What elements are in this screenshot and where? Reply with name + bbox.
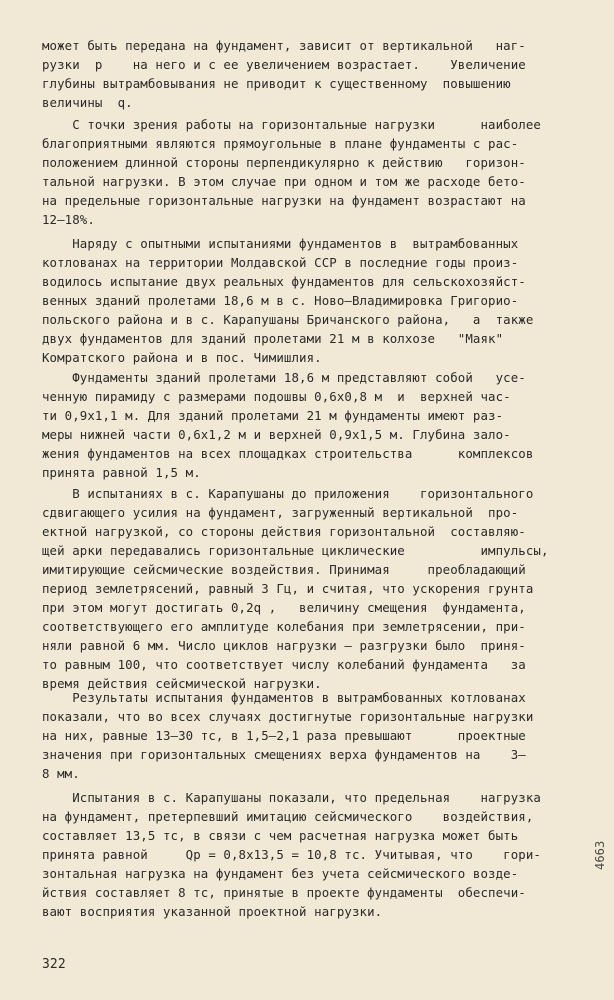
text-line: польского района и в с. Карапушаны Бричанского района, а также	[42, 312, 534, 327]
text-line: няли равной 6 мм. Число циклов нагрузки – разгрузки было приня-	[42, 638, 526, 653]
text-line: В испытаниях в с. Карапушаны до приложения горизонтального	[42, 486, 534, 501]
text-line: период землетрясений, равный 3 Гц, и считая, что ускорения грунта	[42, 581, 534, 596]
text-line: 12–18%.	[42, 212, 95, 227]
text-line: ектной нагрузкой, со стороны действия горизонтальной составляю-	[42, 524, 526, 539]
text-line: котлованах на территории Молдавской ССР в последние годы произ-	[42, 255, 519, 270]
text-line: принята равной Qp = 0,8х13,5 = 10,8 тс. Учитывая, что гори-	[42, 847, 541, 862]
text-line: сдвигающего усилия на фундамент, загруженный вертикальной про-	[42, 505, 519, 520]
text-line: на фундамент, претерпевший имитацию сейсмического воздействия,	[42, 809, 534, 824]
text-line: тальной нагрузки. В этом случае при одном и том же расходе бето-	[42, 174, 526, 189]
text-line: жения фундаментов на всех площадках строительства комплексов	[42, 446, 534, 461]
text-line: Наряду с опытными испытаниями фундаментов в вытрамбованных	[42, 236, 519, 251]
text-line: величины q.	[42, 95, 133, 110]
text-line: на предельные горизонтальные нагрузки на фундамент возрастают на	[42, 193, 526, 208]
text-line: глубины вытрамбовывания не приводит к существенному повышению	[42, 76, 511, 91]
text-line: Фундаменты зданий пролетами 18,6 м представляют собой усе-	[42, 370, 526, 385]
text-line: соответствующего его амплитуде колебания при землетрясении, при-	[42, 619, 526, 634]
text-line: показали, что во всех случаях достигнутые горизонтальные нагрузки	[42, 709, 534, 724]
paragraph-5	[42, 484, 582, 693]
text-line: зонтальная нагрузка на фундамент без учета сейсмического возде-	[42, 866, 519, 881]
text-line: водилось испытание двух реальных фундаментов для сельскохозяйст-	[42, 274, 526, 289]
text-line: то равным 100, что соответствует числу колебаний фундамента за	[42, 657, 526, 672]
text-line: ти 0,9х1,1 м. Для зданий пролетами 21 м фундаменты имеют раз-	[42, 408, 504, 423]
text-line: вают восприятия указанной проектной нагрузки.	[42, 904, 383, 919]
text-line: положением длинной стороны перпендикулярно к действию горизон-	[42, 155, 526, 170]
paragraph-7	[42, 788, 582, 921]
text-line: венных зданий пролетами 18,6 м в с. Ново–Владимировка Григорио-	[42, 293, 519, 308]
text-line: при этом могут достигать 0,2q , величину смещения фундамента,	[42, 600, 526, 615]
paragraph-3	[42, 234, 582, 367]
text-line: составляет 13,5 тс, в связи с чем расчетная нагрузка может быть	[42, 828, 519, 843]
text-line: может быть передана на фундамент, зависит от вертикальной наг-	[42, 38, 526, 53]
paragraph-6	[42, 688, 582, 783]
paragraph-1	[42, 36, 582, 112]
text-line: рузки p на него и с ее увеличением возрастает. Увеличение	[42, 57, 526, 72]
archive-stamp-number: 4663	[593, 840, 607, 870]
paragraph-2	[42, 115, 582, 229]
text-line: имитирующие сейсмические воздействия. Принимая преобладающий	[42, 562, 526, 577]
text-line: йствия составляет 8 тс, принятые в проекте фундаменты обеспечи-	[42, 885, 526, 900]
paragraph-4	[42, 368, 582, 482]
text-line: двух фундаментов для зданий пролетами 21 м в колхозе "Маяк"	[42, 331, 504, 346]
text-line: время действия сейсмической нагрузки.	[42, 676, 322, 691]
page-number: 322	[42, 957, 66, 972]
text-line: Испытания в с. Карапушаны показали, что предельная нагрузка	[42, 790, 541, 805]
text-line: 8 мм.	[42, 766, 80, 781]
text-line: меры нижней части 0,6х1,2 м и верхней 0,9х1,5 м. Глубина зало-	[42, 427, 511, 442]
text-line: значения при горизонтальных смещениях верха фундаментов на 3–	[42, 747, 526, 762]
text-line: благоприятными являются прямоугольные в плане фундаменты с рас-	[42, 136, 519, 151]
text-line: принята равной 1,5 м.	[42, 465, 201, 480]
text-line: Результаты испытания фундаментов в вытрамбованных котлованах	[42, 690, 526, 705]
text-line: щей арки передавались горизонтальные циклические импульсы,	[42, 543, 549, 558]
text-line: на них, равные 13–30 тс, в 1,5–2,1 раза превышают проектные	[42, 728, 526, 743]
text-line: ченную пирамиду с размерами подошвы 0,6х0,8 м и верхней час-	[42, 389, 511, 404]
text-line: Комратского района и в пос. Чимишлия.	[42, 350, 322, 365]
text-line: С точки зрения работы на горизонтальные нагрузки наиболее	[42, 117, 541, 132]
